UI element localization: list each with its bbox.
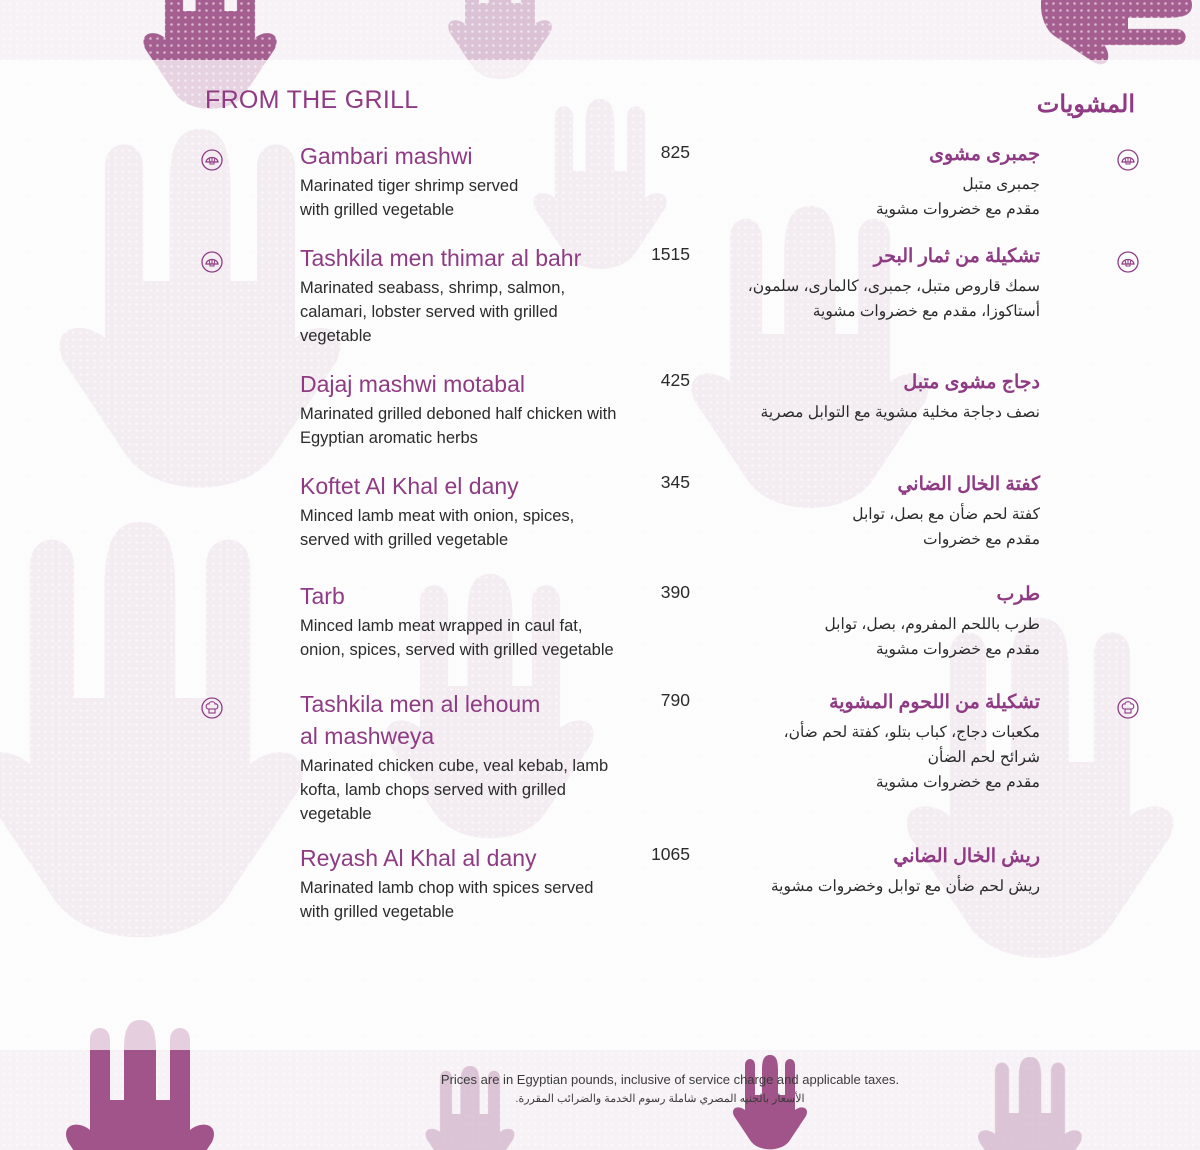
chef-hat-icon: [1117, 697, 1139, 719]
menu-item-ar: [620, 580, 1040, 662]
menu-item-ar: [620, 242, 1040, 324]
menu-item-en: [300, 688, 650, 826]
item-price: 825: [660, 142, 690, 162]
item-description-ar: سمك قاروص متبل، جمبرى، كالمارى، سلمون، أستاكوزا، مقدم مع خضروات مشوية: [747, 278, 1040, 320]
item-name-ar: ريش الخال الضاني: [893, 846, 1040, 867]
menu-item-en: [300, 842, 650, 924]
seafood-shell-icon: [1117, 251, 1139, 273]
item-name-en: Reyash Al Khal al dany: [300, 845, 537, 871]
menu-item-ar: [620, 140, 1040, 222]
item-description-en: Marinated lamb chop with spices served with grilled vegetable: [300, 879, 594, 921]
menu-item-ar: [620, 368, 1040, 425]
item-name-en: Tashkila men al lehoum al mashweya: [300, 691, 541, 749]
menu-item-ar: [620, 842, 1040, 899]
section-title-ar: المشويات: [1036, 91, 1135, 118]
item-description-en: Marinated seabass, shrimp, salmon, calamari, lobster served with grilled vegetable: [300, 279, 566, 345]
footer-note-ar: الأسعار بالجنيه المصري شاملة رسوم الخدمة والضرائب المقررة.: [515, 1093, 805, 1105]
item-description-en: Marinated chicken cube, veal kebab, lamb kofta, lamb chops served with grilled vegetable: [300, 757, 609, 823]
menu-item-ar: [620, 470, 1040, 552]
item-name-ar: طرب: [996, 584, 1040, 605]
item-description-en: Minced lamb meat with onion, spices, served with grilled vegetable: [300, 507, 575, 549]
item-description-ar: جمبرى متبل مقدم مع خضروات مشوية: [875, 176, 1040, 218]
item-description-ar: كفتة لحم ضأن مع بصل، توابل مقدم مع خضروات: [852, 506, 1040, 548]
item-name-en: Tarb: [300, 583, 345, 609]
section-title-en: FROM THE GRILL: [205, 86, 419, 114]
item-name-ar: كفتة الخال الضاني: [897, 474, 1040, 495]
item-name-en: Koftet Al Khal el dany: [300, 473, 519, 499]
item-name-en: Gambari mashwi: [300, 143, 473, 169]
item-name-ar: دجاج مشوى متبل: [903, 372, 1040, 393]
menu-item-en: [300, 470, 650, 552]
chef-hat-icon: [201, 697, 223, 719]
item-description-ar: نصف دجاجة مخلية مشوية مع التوابل مصرية: [760, 404, 1040, 421]
menu-item-en: [300, 242, 650, 348]
menu-item-en: [300, 580, 650, 662]
footer-note-en: Prices are in Egyptian pounds, inclusive of service charge and applicable taxes.: [440, 1072, 900, 1087]
item-description-en: Marinated tiger shrimp served with grilled vegetable: [300, 177, 519, 219]
menu-item-ar: [620, 688, 1040, 795]
item-description-ar: مكعبات دجاج، كباب بتلو، كفتة لحم ضأن، شرائح لحم الضأن مقدم مع خضروات مشوية: [783, 724, 1040, 791]
item-name-ar: جمبرى مشوى: [929, 144, 1040, 165]
item-description-ar: ريش لحم ضأن مع توابل وخضروات مشوية: [770, 878, 1040, 895]
menu-item-en: [300, 140, 650, 222]
item-price: 425: [660, 370, 690, 390]
seafood-shell-icon: [201, 149, 223, 171]
seafood-shell-icon: [201, 251, 223, 273]
item-price: 790: [660, 690, 690, 710]
item-name-ar: تشكيلة من ثمار البحر: [873, 246, 1040, 267]
item-name-en: Dajaj mashwi motabal: [300, 371, 525, 397]
item-price: 390: [660, 582, 690, 602]
item-name-ar: تشكيلة من اللحوم المشوية: [829, 692, 1040, 713]
item-price: 1515: [651, 244, 690, 264]
item-description-en: Marinated grilled deboned half chicken with Egyptian aromatic herbs: [300, 405, 617, 447]
item-name-en: Tashkila men thimar al bahr: [300, 245, 582, 271]
item-description-ar: طرب باللحم المفروم، بصل، توابل مقدم مع خضروات مشوية: [824, 616, 1040, 658]
item-price: 345: [660, 472, 690, 492]
item-price: 1065: [651, 844, 690, 864]
seafood-shell-icon: [1117, 149, 1139, 171]
item-description-en: Minced lamb meat wrapped in caul fat, onion, spices, served with grilled vegetable: [300, 617, 614, 659]
menu-item-en: [300, 368, 650, 450]
